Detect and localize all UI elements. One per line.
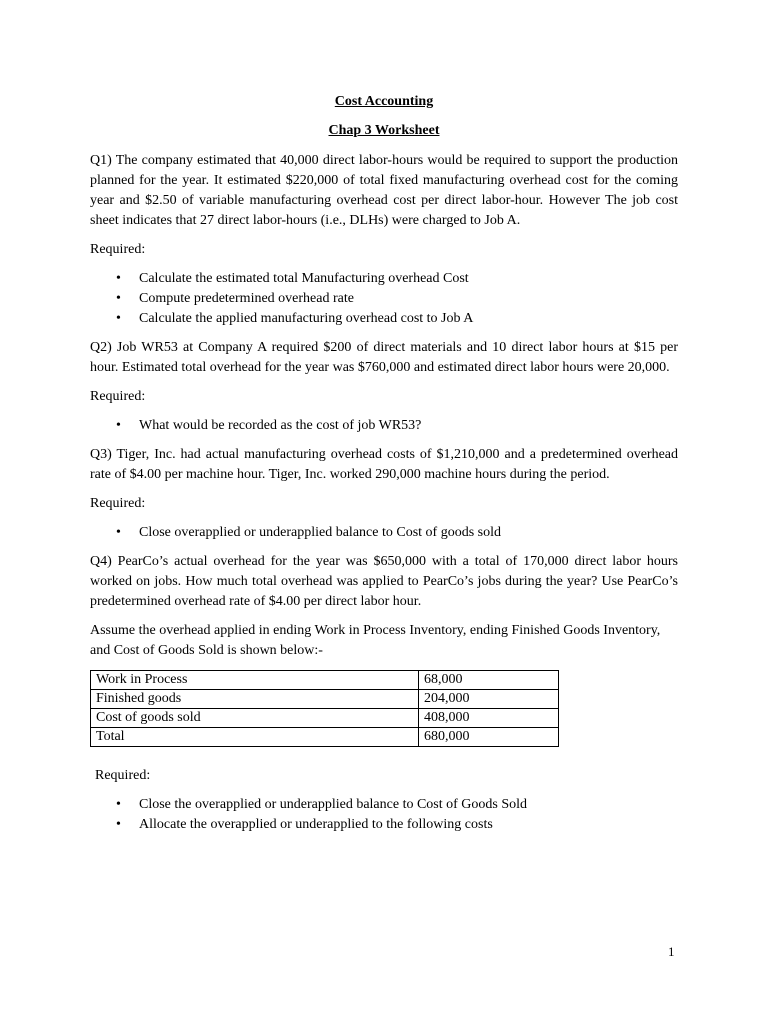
question-4-assumption: Assume the overhead applied in ending Work in Process Inventory, ending Finished Goods Inventory, and Cost of Goods Sold is shown below:-	[90, 623, 661, 658]
table-cell-value: 204,000	[419, 690, 559, 709]
overhead-allocation-table	[90, 670, 559, 747]
list-item: • Calculate the applied manufacturing overhead cost to Job A	[90, 309, 678, 329]
page-number: 1	[668, 944, 675, 959]
question-2-required-label: Required:	[90, 389, 146, 404]
bullet-icon: •	[116, 797, 121, 812]
question-3-requirements	[90, 523, 678, 543]
question-4-required-label: Required:	[95, 768, 151, 783]
question-1-requirements	[90, 269, 678, 329]
question-3-text: Q3) Tiger, Inc. had actual manufacturing overhead costs of $1,210,000 and a predetermined overhead rate of $4.00 per machine hour. Tiger, Inc. worked 290,000 machine hours during the period.	[90, 447, 678, 482]
list-item: • Compute predetermined overhead rate	[90, 289, 678, 309]
table-cell-value: 68,000	[419, 671, 559, 690]
table-row	[91, 728, 559, 747]
bullet-icon: •	[116, 291, 121, 306]
question-2-requirements	[90, 416, 678, 436]
question-3-required-label: Required:	[90, 496, 146, 511]
question-2-text: Q2) Job WR53 at Company A required $200 of direct materials and 10 direct labor hours at $15 per hour. Estimated total overhead for the year was $760,000 and estimated direct labor hours were 20,000.	[90, 340, 678, 375]
list-item: • Allocate the overapplied or underapplied to the following costs	[90, 815, 678, 835]
question-1-required-label: Required:	[90, 242, 146, 257]
question-1-text: Q1) The company estimated that 40,000 direct labor-hours would be required to support the production planned for the year. It estimated $220,000 of total fixed manufacturing overhead cost for the coming year and $2.50 of variable manufacturing overhead cost per direct labor-hour. However The job cost sheet indicates that 27 direct labor-hours (i.e., DLHs) were charged to Job A.	[90, 153, 678, 228]
bullet-icon: •	[116, 418, 121, 433]
table-row	[91, 671, 559, 690]
list-item: • What would be recorded as the cost of job WR53?	[90, 416, 678, 436]
question-4-requirements	[90, 795, 678, 835]
table-row	[91, 709, 559, 728]
table-cell-label: Total	[91, 728, 419, 747]
bullet-icon: •	[116, 311, 121, 326]
list-item: • Close overapplied or underapplied balance to Cost of goods sold	[90, 523, 678, 543]
bullet-icon: •	[116, 271, 121, 286]
table-cell-value: 680,000	[419, 728, 559, 747]
list-item: • Calculate the estimated total Manufacturing overhead Cost	[90, 269, 678, 289]
table-cell-label: Cost of goods sold	[91, 709, 419, 728]
document-title: Cost Accounting	[334, 94, 434, 109]
document-content	[90, 92, 678, 844]
list-item: • Close the overapplied or underapplied balance to Cost of Goods Sold	[90, 795, 678, 815]
table-row	[91, 690, 559, 709]
question-4-text: Q4) PearCo’s actual overhead for the year was $650,000 with a total of 170,000 direct labor hours worked on jobs. How much total overhead was applied to PearCo’s jobs during the year? Use PearCo’s predetermined overhead rate of $4.00 per direct labor hour.	[90, 554, 678, 609]
table-cell-label: Work in Process	[91, 671, 419, 690]
table-cell-label: Finished goods	[91, 690, 419, 709]
document-subtitle: Chap 3 Worksheet	[328, 123, 440, 138]
bullet-icon: •	[116, 817, 121, 832]
bullet-icon: •	[116, 525, 121, 540]
table-cell-value: 408,000	[419, 709, 559, 728]
